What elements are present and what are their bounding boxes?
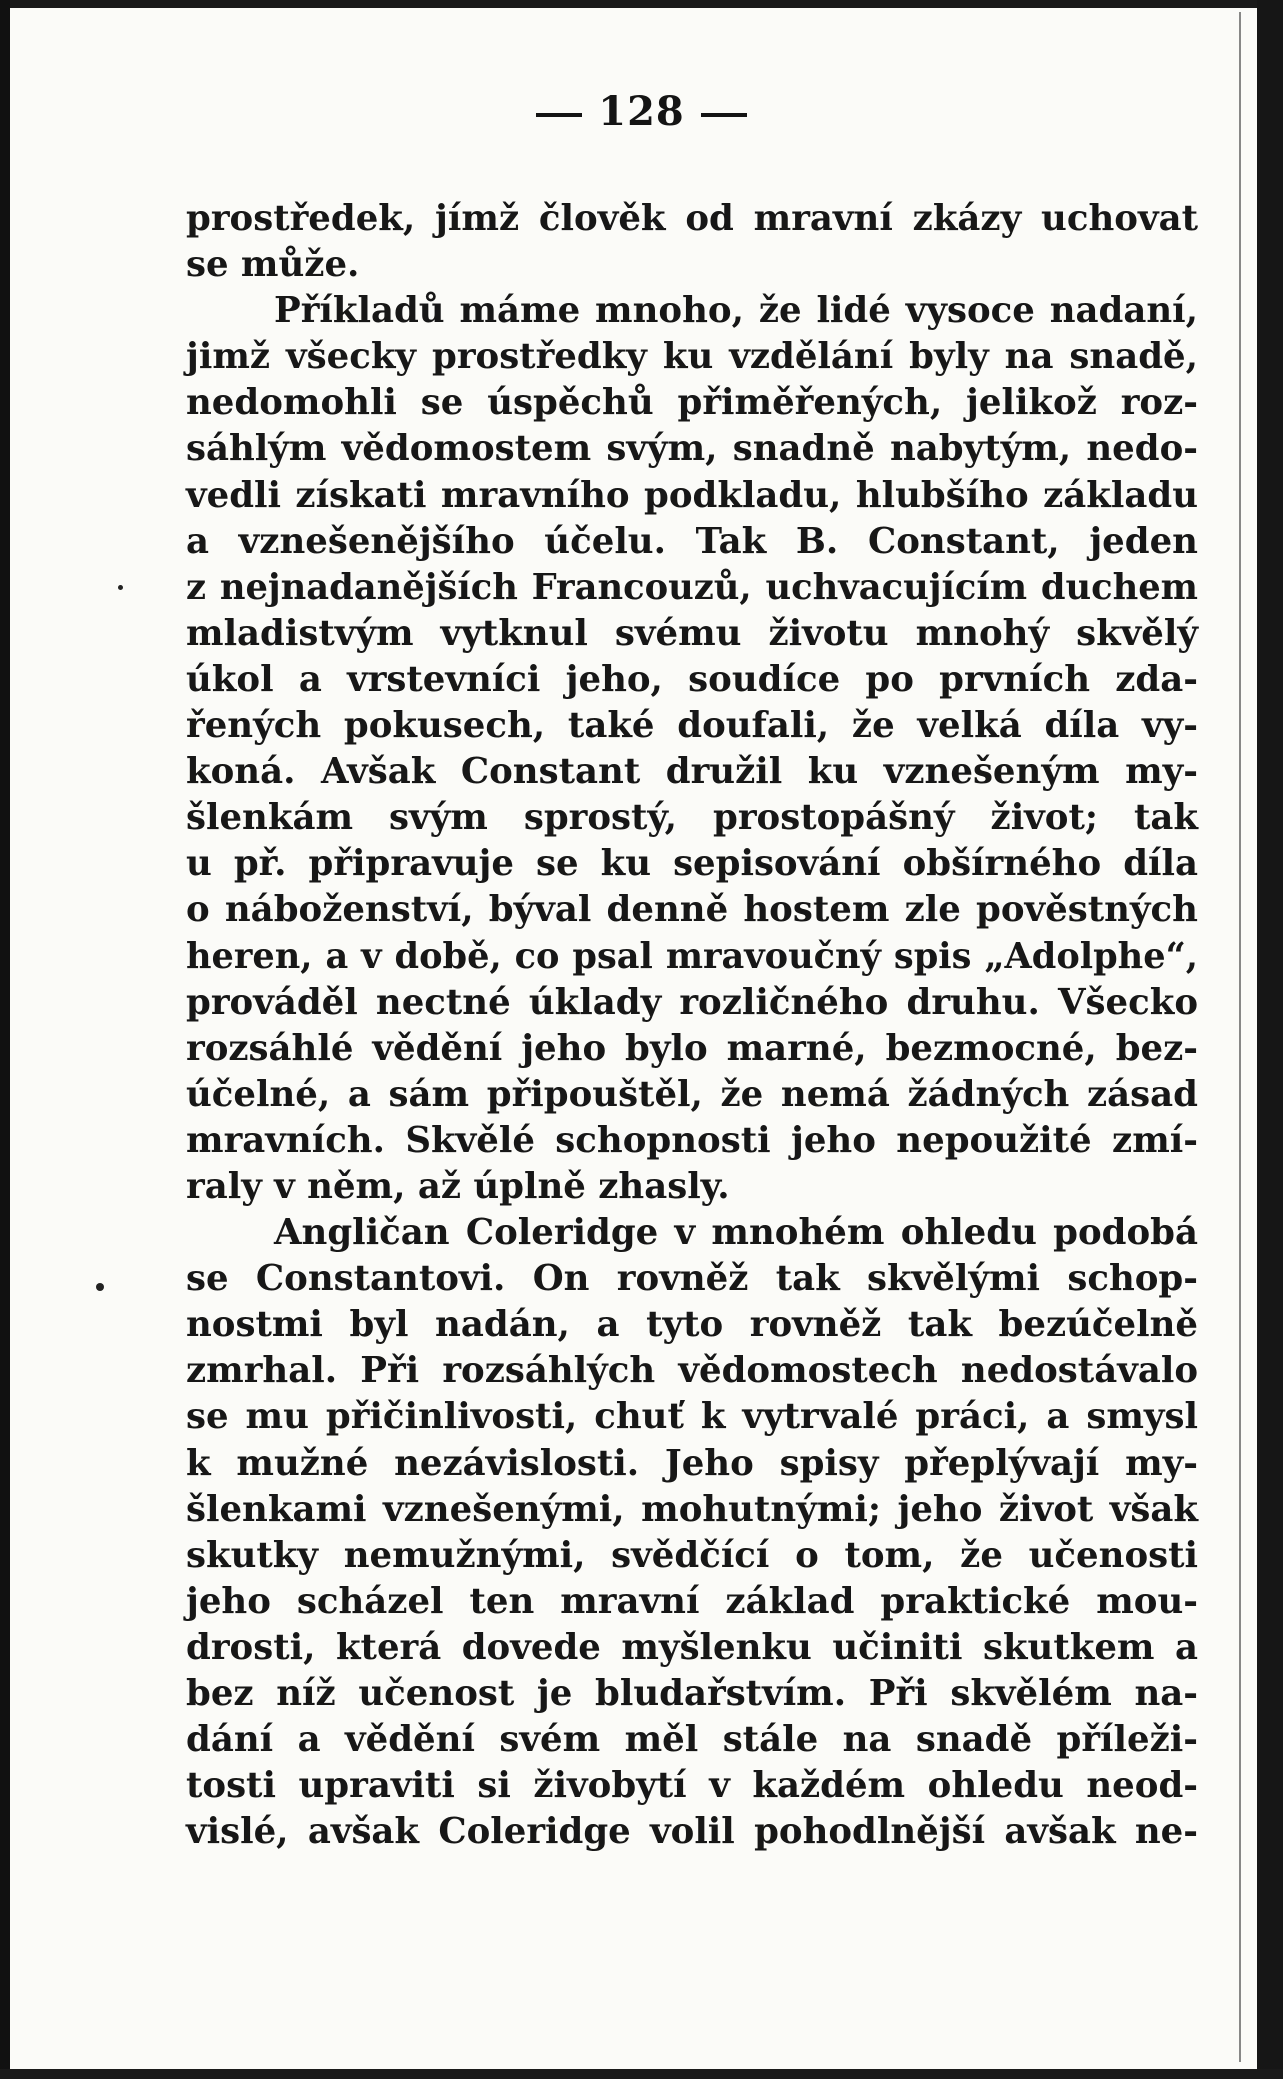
text-line: skutky nemužnými, svědčící o tom, že učenosti <box>186 1534 1198 1576</box>
text-line: řených pokusech, také doufali, že velká díla vy- <box>186 705 1198 747</box>
text-line: k mužné nezávislosti. Jeho spisy přeplývají my- <box>186 1442 1198 1484</box>
text-line: Angličan Coleridge v mnohém ohledu podobá <box>274 1212 1198 1254</box>
scan-border-bottom <box>0 2069 1283 2079</box>
text-line: účelné, a sám připouštěl, že nemá žádných zásad <box>186 1073 1198 1115</box>
text-line: raly v něm, až úplně zhasly. <box>186 1165 730 1207</box>
text-line: vedli získati mravního podkladu, hlubšího základu <box>186 474 1198 516</box>
scan-border-top <box>0 0 1283 8</box>
text-line: prostředek, jímž člověk od mravní zkázy uchovat <box>186 198 1198 239</box>
paragraph <box>186 196 1198 288</box>
margin-speck <box>118 585 123 590</box>
text-line: koná. Avšak Constant družil ku vznešeným my- <box>186 751 1198 793</box>
margin-speck <box>96 1283 104 1291</box>
text-line: nostmi byl nadán, a tyto rovněž tak bezúčelně <box>186 1304 1198 1346</box>
text-line: z nejnadanějších Francouzů, uchvacujícím duchem <box>186 566 1198 608</box>
text-line: se mu přičinlivosti, chuť k vytrvalé práci, a smysl <box>186 1396 1198 1438</box>
page-number-dash-left <box>536 113 582 117</box>
text-line: šlenkám svým sprostý, prostopášný život; tak <box>186 797 1198 839</box>
text-line: prováděl nectné úklady rozličného druhu. Všecko <box>186 981 1198 1023</box>
text-line: heren, a v době, co psal mravoučný spis „Adolphe“, <box>186 935 1198 977</box>
text-line: mravních. Skvělé schopnosti jeho nepoužité zmí- <box>186 1119 1198 1161</box>
text-line: dání a vědění svém měl stále na snadě příleži- <box>186 1719 1198 1761</box>
text-line: vislé, avšak Coleridge volil pohodlnější avšak ne- <box>186 1811 1198 1853</box>
text-line: šlenkami vznešenými, mohutnými; jeho život však <box>186 1488 1198 1530</box>
text-line: nedomohli se úspěchů přiměřených, jelikož roz- <box>186 382 1198 424</box>
text-line: mladistvým vytknul svému životu mnohý skvělý <box>186 612 1198 654</box>
text-line: jeho scházel ten mravní základ praktické mou- <box>186 1580 1198 1622</box>
page-number <box>0 88 1283 135</box>
page-fold-line <box>1239 12 1241 2062</box>
text-line: o náboženství, býval denně hostem zle pověstných <box>186 889 1198 931</box>
paragraph <box>186 1210 1198 1855</box>
text-line: bez níž učenost je bludařstvím. Při skvělém na- <box>186 1673 1198 1714</box>
paragraph <box>186 288 1198 1210</box>
body-text <box>186 196 1198 1855</box>
text-line: se může. <box>186 244 360 286</box>
text-line: zmrhal. Při rozsáhlých vědomostech nedostávalo <box>186 1350 1198 1392</box>
text-line: a vznešenějšího účelu. Tak B. Constant, jeden <box>186 520 1198 562</box>
text-line: tosti upraviti si živobytí v každém ohledu neod- <box>186 1765 1198 1807</box>
text-line: jimž všecky prostředky ku vzdělání byly na snadě, <box>186 336 1198 378</box>
text-line: rozsáhlé vědění jeho bylo marné, bezmocné, bez- <box>186 1027 1198 1069</box>
text-line: Příkladů máme mnoho, že lidé vysoce nadaní, <box>274 290 1198 332</box>
text-line: úkol a vrstevníci jeho, soudíce po prvních zda- <box>186 658 1198 700</box>
page-number-dash-right <box>701 113 747 117</box>
page-number-value: 128 <box>598 88 685 135</box>
scan-border-right <box>1257 0 1283 2079</box>
text-line: sáhlým vědomostem svým, snadně nabytým, nedo- <box>186 428 1198 470</box>
text-line: se Constantovi. On rovněž tak skvělými schop- <box>186 1258 1198 1300</box>
text-line: u př. připravuje se ku sepisování obšírného díla <box>186 843 1198 885</box>
text-line: drosti, která dovede myšlenku učiniti skutkem a <box>186 1626 1198 1668</box>
scan-border-left <box>0 0 10 2079</box>
